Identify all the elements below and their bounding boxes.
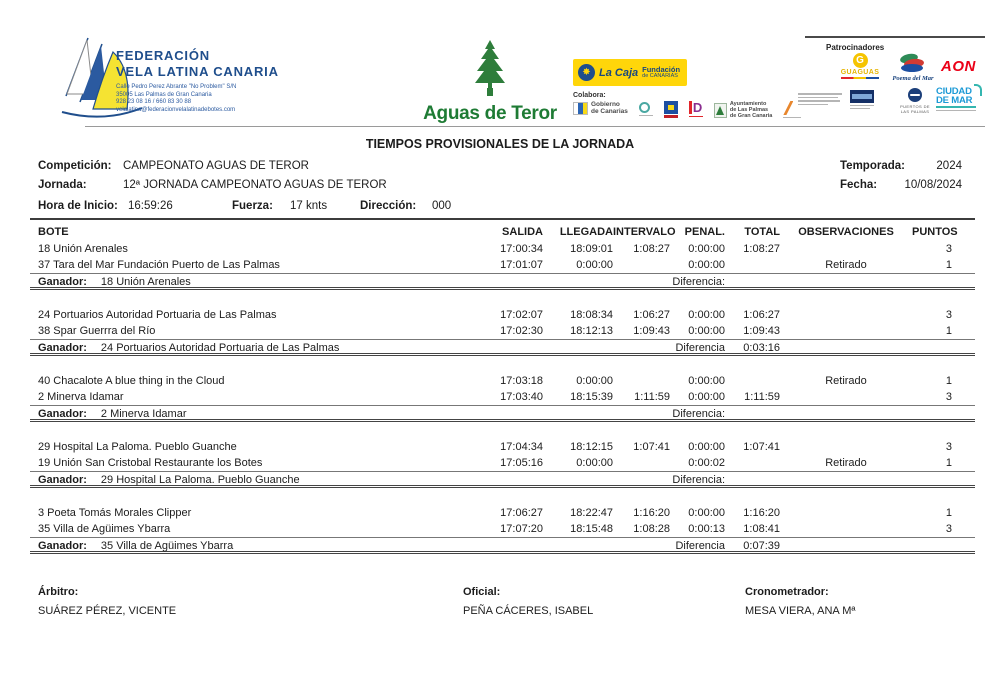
arbitro-label: Árbitro: [38, 586, 79, 598]
la-caja-subtitle [642, 66, 680, 80]
aguas-de-teror-logo [420, 40, 560, 125]
salida-time: 17:05:16 [500, 457, 543, 469]
ciudad-de-mar-line2: DE MAR [936, 95, 973, 106]
intervalo-time: 1:07:41 [633, 441, 670, 453]
puntos: 3 [945, 523, 952, 535]
penal-time: 0:00:00 [688, 507, 725, 519]
col-header-puntos: PUNTOS [912, 226, 958, 238]
la-caja-name: La Caja [599, 66, 639, 79]
federation-logo-text [116, 48, 279, 114]
collaborators-row [573, 101, 801, 119]
llegada-time: 18:12:13 [570, 325, 613, 337]
jornada-value: 12ª JORNADA CAMPEONATO AGUAS DE TEROR [123, 179, 387, 191]
canarias-flag-icon [573, 102, 588, 115]
penal-time: 0:00:00 [688, 325, 725, 337]
boat-name: 18 Unión Arenales [38, 243, 128, 255]
la-caja-de-canarias: de CANARIAS [642, 72, 678, 79]
federation-address-line3: 928 23 08 16 / 660 83 30 88 [116, 99, 192, 105]
total-time: 1:08:41 [743, 523, 780, 535]
ganador-label: Ganador: [38, 342, 87, 354]
llegada-time: 18:09:01 [570, 243, 613, 255]
diferencia-label: Diferencia: [672, 276, 725, 288]
federation-address-line1: Calle Pedro Perez Abrante "No Problem" S/N [116, 84, 237, 90]
ciudad-de-mar-line1: CIUDAD [936, 86, 972, 97]
table-row [30, 505, 975, 521]
salida-time: 17:03:18 [500, 375, 543, 387]
total-time: 1:06:27 [743, 309, 780, 321]
direccion-label: Dirección: [360, 200, 417, 212]
header-bottom-divider [85, 126, 985, 127]
puertos-name: PUERTOS DE LAS PALMAS [900, 104, 930, 114]
race-block-3 [30, 373, 975, 422]
puntos: 1 [945, 375, 952, 387]
race-block-1 [30, 241, 975, 290]
total-time: 1:09:43 [743, 325, 780, 337]
boat-name: 24 Portuarios Autoridad Portuaria de Las Palmas [38, 309, 277, 321]
diferencia-label: Diferencia [675, 540, 725, 552]
llegada-time: 18:22:47 [570, 507, 613, 519]
intervalo-time: 1:11:59 [634, 391, 670, 403]
federation-address-line2: 35005 Las Palmas de Gran Canaria [116, 91, 212, 98]
temporada-label: Temporada: [840, 160, 905, 172]
fecha-value: 10/08/2024 [904, 179, 962, 191]
intervalo-time: 1:08:28 [633, 523, 670, 535]
patrocinadores-label: Patrocinadores [826, 43, 885, 52]
la-caja-canarias-logo [573, 59, 687, 86]
cronometrador-name: MESA VIERA, ANA Mª [745, 605, 856, 617]
diferencia-label: Diferencia [675, 342, 725, 354]
la-caja-fundacion: Fundación [642, 64, 681, 74]
ganador-name: 24 Portuarios Autoridad Portuaria de Las Palmas [100, 342, 340, 354]
observaciones: Retirado [825, 457, 867, 469]
table-row [30, 323, 975, 339]
ganador-label: Ganador: [38, 474, 87, 486]
col-header-bote: BOTE [38, 226, 69, 238]
ganador-name: 18 Unión Arenales [100, 276, 191, 288]
penal-time: 0:00:00 [688, 309, 725, 321]
salida-time: 17:07:20 [500, 523, 543, 535]
federation-name-line2: VELA LATINA CANARIA [116, 64, 279, 79]
penal-time: 0:00:02 [688, 457, 725, 469]
race-block-4 [30, 439, 975, 488]
puntos: 3 [945, 441, 952, 453]
results-table [30, 224, 975, 571]
boat-name: 19 Unión San Cristobal Restaurante los Botes [38, 457, 263, 469]
guaguas-g-icon: G [853, 53, 868, 68]
oficial-name: PEÑA CÁCERES, ISABEL [463, 605, 594, 617]
temporada-value: 2024 [936, 160, 962, 172]
arbitro-name: SUÁREZ PÉREZ, VICENTE [38, 605, 177, 617]
col-header-intervalo: INTERVALO [613, 226, 676, 238]
table-row [30, 241, 975, 257]
poema-del-mar-name: Poema del Mar [892, 75, 934, 82]
puntos: 1 [945, 259, 952, 271]
hora-inicio-label: Hora de Inicio: [38, 200, 118, 212]
race-block-2 [30, 307, 975, 356]
table-row [30, 307, 975, 323]
llegada-time: 18:08:34 [570, 309, 613, 321]
fecha-label: Fecha: [840, 179, 878, 191]
table-row [30, 521, 975, 537]
col-header-penal: PENAL. [684, 226, 725, 238]
header-right-divider [805, 36, 985, 38]
penal-time: 0:00:13 [688, 523, 725, 535]
federation-address [116, 84, 279, 114]
col-header-observaciones: OBSERVACIONES [798, 226, 894, 238]
ganador-row [30, 471, 975, 488]
salida-time: 17:06:27 [500, 507, 543, 519]
llegada-time: 0:00:00 [576, 375, 613, 387]
guaguas-name: GUAGUAS [840, 69, 880, 76]
puertos-circle-icon [908, 88, 922, 102]
table-row [30, 373, 975, 389]
llegada-time: 18:15:48 [570, 523, 613, 535]
ganador-name: 29 Hospital La Paloma. Pueblo Guanche [100, 474, 300, 486]
la-caja-sun-icon: ✸ [578, 64, 595, 81]
penal-time: 0:00:00 [688, 375, 725, 387]
penal-time: 0:00:00 [688, 391, 725, 403]
diferencia-value: 0:03:16 [743, 342, 780, 354]
col-header-total: TOTAL [744, 226, 780, 238]
llegada-time: 0:00:00 [576, 259, 613, 271]
boat-name: 29 Hospital La Paloma. Pueblo Guanche [38, 441, 237, 453]
belen-maria-logo [850, 90, 874, 109]
boat-name: 2 Minerva Idamar [38, 391, 124, 403]
hora-inicio-value: 16:59:26 [128, 200, 173, 212]
total-time: 1:08:27 [743, 243, 780, 255]
table-row [30, 455, 975, 471]
diferencia-value: 0:07:39 [743, 540, 780, 552]
observaciones: Retirado [825, 375, 867, 387]
salida-time: 17:02:30 [500, 325, 543, 337]
poema-del-mar-logo [890, 54, 936, 82]
llegada-time: 18:15:39 [570, 391, 613, 403]
ganador-row [30, 339, 975, 356]
ganador-label: Ganador: [38, 408, 87, 420]
boat-name: 38 Spar Guerrra del Río [38, 325, 156, 337]
poema-del-mar-icon [898, 54, 928, 73]
oficial-label: Oficial: [463, 586, 501, 598]
total-time: 1:16:20 [743, 507, 780, 519]
info-divider [30, 218, 975, 220]
col-header-salida: SALIDA [502, 226, 543, 238]
ganador-row [30, 537, 975, 554]
aon-logo: AON [941, 58, 976, 75]
table-row [30, 439, 975, 455]
pine-tree-icon [467, 40, 513, 96]
table-header-row [30, 224, 975, 241]
federation-address-line4: velalatina@federacionvelalatinadebotes.com [116, 106, 236, 113]
ganador-name: 35 Villa de Agüimes Ybarra [100, 540, 234, 552]
intervalo-time: 1:09:43 [633, 325, 670, 337]
ayuntamiento-text: Ayuntamiento de Las Palmas de Gran Canaria [729, 101, 773, 119]
table-row [30, 257, 975, 273]
table-row [30, 389, 975, 405]
total-time: 1:07:41 [743, 441, 780, 453]
guaguas-logo [838, 53, 882, 79]
penal-time: 0:00:00 [688, 243, 725, 255]
ganador-row [30, 273, 975, 290]
gobierno-canarias-logo [573, 101, 628, 115]
ganador-label: Ganador: [38, 276, 87, 288]
llegada-time: 18:12:15 [570, 441, 613, 453]
puntos: 3 [945, 243, 952, 255]
competicion-label: Competición: [38, 160, 112, 172]
col-header-llegada: LLEGADA [559, 226, 613, 238]
puertos-las-palmas-logo [898, 88, 932, 114]
diferencia-label: Diferencia: [672, 408, 725, 420]
intervalo-time: 1:08:27 [633, 243, 670, 255]
penal-time: 0:00:00 [688, 441, 725, 453]
intervalo-time: 1:06:27 [633, 309, 670, 321]
salida-time: 17:01:07 [500, 259, 543, 271]
direccion-value: 000 [432, 200, 452, 212]
ayuntamiento-crest-icon [714, 103, 727, 118]
boat-name: 35 Villa de Agüimes Ybarra [38, 523, 171, 535]
boat-name: 40 Chacalote A blue thing in the Cloud [38, 375, 225, 387]
document-title: TIEMPOS PROVISIONALES DE LA JORNADA [365, 137, 635, 151]
ganador-row [30, 405, 975, 422]
puntos: 1 [945, 507, 952, 519]
salida-time: 17:03:40 [500, 391, 543, 403]
fuerza-label: Fuerza: [232, 200, 273, 212]
aguas-de-teror-name: Aguas de Teror [423, 103, 557, 124]
fuerza-value: 17 knts [290, 200, 328, 212]
salida-time: 17:02:07 [500, 309, 543, 321]
gobierno-canarias-text: Gobierno de Canarias [591, 101, 628, 115]
ciudad-de-mar-logo [936, 87, 984, 111]
cronometrador-label: Cronometrador: [745, 586, 829, 598]
llegada-time: 0:00:00 [576, 457, 613, 469]
race-block-5 [30, 505, 975, 554]
cabildo-gran-canaria-logo [664, 101, 678, 118]
guaguas-color-bar [841, 77, 879, 79]
ciudad-de-mar-bar [936, 106, 976, 108]
penal-time: 0:00:00 [688, 259, 725, 271]
collaborator-ring-logo [639, 101, 653, 116]
intervalo-time: 1:16:20 [633, 507, 670, 519]
federation-name-line1: FEDERACIÓN [116, 48, 210, 63]
diferencia-label: Diferencia: [672, 474, 725, 486]
puntos: 3 [945, 309, 952, 321]
ayuntamiento-las-palmas-logo [714, 101, 773, 119]
total-time: 1:11:59 [744, 391, 780, 403]
d-deportes-logo: D [689, 101, 703, 117]
puntos: 3 [945, 391, 952, 403]
ciudad-de-mar-hook-icon [974, 84, 982, 96]
belen-maria-image [850, 90, 874, 103]
ganador-name: 2 Minerva Idamar [100, 408, 187, 420]
competicion-value: CAMPEONATO AGUAS DE TEROR [123, 160, 309, 172]
salida-time: 17:00:34 [500, 243, 543, 255]
fundacion-text-block [798, 93, 842, 107]
boat-name: 3 Poeta Tomás Morales Clipper [38, 507, 192, 519]
salida-time: 17:04:34 [500, 441, 543, 453]
ganador-label: Ganador: [38, 540, 87, 552]
observaciones: Retirado [825, 259, 867, 271]
puntos: 1 [945, 457, 952, 469]
colabora-label: Colabora: [573, 92, 606, 99]
puntos: 1 [945, 325, 952, 337]
boat-name: 37 Tara del Mar Fundación Puerto de Las Palmas [38, 259, 280, 271]
jornada-label: Jornada: [38, 179, 87, 191]
